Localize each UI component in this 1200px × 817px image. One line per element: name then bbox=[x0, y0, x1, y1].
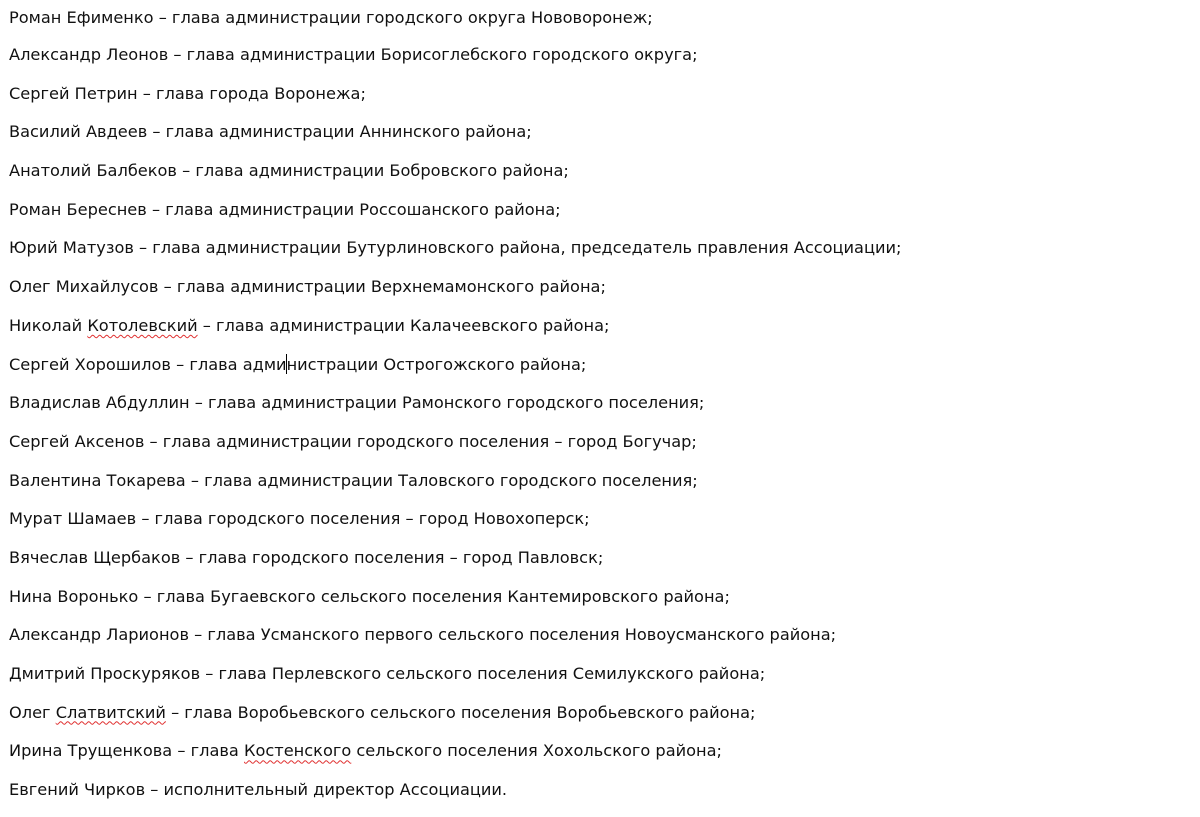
list-item: Олег Слатвитский – глава Воробьевского сельского поселения Воробьевского района; bbox=[9, 702, 756, 722]
list-item: Сергей Хорошилов – глава администрации Острогожского района; bbox=[9, 354, 587, 374]
list-item: Вячеслав Щербаков – глава городского поселения – город Павловск; bbox=[9, 547, 604, 567]
list-item: Валентина Токарева – глава администрации Таловского городского поселения; bbox=[9, 470, 698, 490]
list-item: Александр Леонов – глава администрации Борисоглебского городского округа; bbox=[9, 45, 698, 64]
list-item: Александр Ларионов – глава Усманского первого сельского поселения Новоусманского района; bbox=[9, 625, 837, 645]
list-item: Ирина Трущенкова – глава Костенского сельского поселения Хохольского района; bbox=[9, 741, 723, 761]
list-item: Николай Котолевский – глава администрации Калачеевского района; bbox=[9, 315, 610, 335]
list-item: Владислав Абдуллин – глава администрации Рамонского городского поселения; bbox=[9, 393, 705, 413]
list-item: Сергей Петрин – глава города Воронежа; bbox=[9, 83, 366, 103]
list-item: Дмитрий Проскуряков – глава Перлевского сельского поселения Семилукского района; bbox=[9, 664, 766, 683]
spellcheck-flagged-word[interactable]: Котолевский bbox=[87, 315, 198, 335]
list-item: Юрий Матузов – глава администрации Бутурлиновского района, председатель правления Ассоциации; bbox=[9, 238, 902, 258]
spellcheck-flagged-word[interactable]: Костенского bbox=[244, 741, 352, 761]
document-body[interactable] bbox=[9, 6, 1189, 817]
list-item: Сергей Аксенов – глава администрации городского поселения – город Богучар; bbox=[9, 431, 697, 451]
list-item: Нина Воронько – глава Бугаевского сельского поселения Кантемировского района; bbox=[9, 586, 730, 606]
list-item: Олег Михайлусов – глава администрации Верхнемамонского района; bbox=[9, 277, 606, 297]
list-item: Роман Береснев – глава администрации Россошанского района; bbox=[9, 199, 561, 219]
spellcheck-flagged-word[interactable]: Слатвитский bbox=[55, 702, 166, 722]
list-item: Мурат Шамаев – глава городского поселения – город Новохоперск; bbox=[9, 509, 590, 529]
list-item: Василий Авдеев – глава администрации Аннинского района; bbox=[9, 122, 532, 142]
list-item: Анатолий Балбеков – глава администрации Бобровского района; bbox=[9, 161, 569, 181]
list-item: Роман Ефименко – глава администрации городского округа Нововоронеж; bbox=[9, 8, 653, 27]
list-item: Евгений Чирков – исполнительный директор Ассоциации. bbox=[9, 780, 508, 800]
